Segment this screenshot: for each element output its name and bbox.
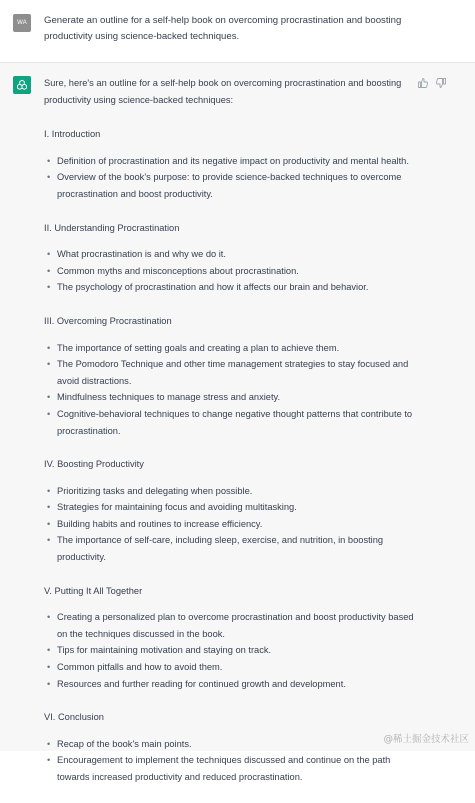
bullet-list	[44, 736, 416, 786]
list-item: • The Pomodoro Technique and other time management strategies to stay focused and avoid distractions.	[44, 356, 416, 389]
user-message-text: Generate an outline for a self-help book on overcoming procrastination and boosting productivity using science-backed techniques.	[44, 15, 402, 42]
outline-section	[44, 126, 416, 202]
list-item: • Recap of the book's main points.	[44, 736, 416, 753]
assistant-message	[0, 63, 475, 782]
list-item: • Creating a personalized plan to overcome procrastination and boost productivity based on the techniques discussed in the book.	[44, 609, 416, 642]
user-avatar: WA	[13, 14, 31, 32]
list-item: • What procrastination is and why we do it.	[44, 246, 416, 263]
message-actions	[417, 77, 459, 91]
list-item: • Resources and further reading for continued growth and development.	[44, 676, 416, 693]
section-title: II. Understanding Procrastination	[44, 222, 180, 233]
outline-section	[44, 220, 416, 296]
openai-logo-icon	[16, 79, 28, 91]
section-title: VI. Conclusion	[44, 712, 104, 723]
list-item: • Tips for maintaining motivation and staying on track.	[44, 642, 416, 659]
outline-section	[44, 313, 416, 439]
list-item: • Overview of the book's purpose: to provide science-backed techniques to overcome procrastination and boost productivity.	[44, 169, 416, 202]
list-item: • Strategies for maintaining focus and avoiding multitasking.	[44, 499, 416, 516]
outline-section	[44, 709, 416, 785]
list-item: • Cognitive-behavioral techniques to change negative thought patterns that contribute to procrastination.	[44, 406, 416, 439]
list-item: • The importance of self-care, including sleep, exercise, and nutrition, in boosting productivity.	[44, 532, 416, 565]
list-item: • Building habits and routines to increase efficiency.	[44, 516, 416, 533]
list-item: • Common myths and misconceptions about procrastination.	[44, 263, 416, 280]
assistant-message-content	[44, 75, 416, 803]
list-item: • Encouragement to implement the techniques discussed and continue on the path towards increased productivity and reduced procrastination.	[44, 752, 416, 785]
bullet-list	[44, 246, 416, 296]
section-title: I. Introduction	[44, 129, 101, 140]
thumbs-up-icon[interactable]	[417, 77, 429, 89]
user-message	[0, 0, 475, 63]
list-item: • Mindfulness techniques to manage stress and anxiety.	[44, 389, 416, 406]
outline-section	[44, 456, 416, 566]
outline-section	[44, 583, 416, 693]
bullet-list	[44, 340, 416, 440]
bullet-list	[44, 609, 416, 692]
assistant-intro: Sure, here's an outline for a self-help book on overcoming procrastination and boosting productivity using science-backed techniques:	[44, 78, 402, 105]
list-item: • The importance of setting goals and creating a plan to achieve them.	[44, 340, 416, 357]
section-title: III. Overcoming Procrastination	[44, 315, 172, 326]
thumbs-down-icon[interactable]	[435, 77, 447, 89]
list-item: • Definition of procrastination and its negative impact on productivity and mental health.	[44, 153, 416, 170]
bullet-list	[44, 153, 416, 203]
list-item: • The psychology of procrastination and how it affects our brain and behavior.	[44, 279, 416, 296]
list-item: • Prioritizing tasks and delegating when possible.	[44, 483, 416, 500]
watermark: @稀土掘金技术社区	[383, 734, 469, 745]
bullet-list	[44, 483, 416, 566]
list-item: • Common pitfalls and how to avoid them.	[44, 659, 416, 676]
section-title: V. Putting It All Together	[44, 585, 143, 596]
assistant-avatar	[13, 76, 31, 94]
section-title: IV. Boosting Productivity	[44, 459, 144, 470]
